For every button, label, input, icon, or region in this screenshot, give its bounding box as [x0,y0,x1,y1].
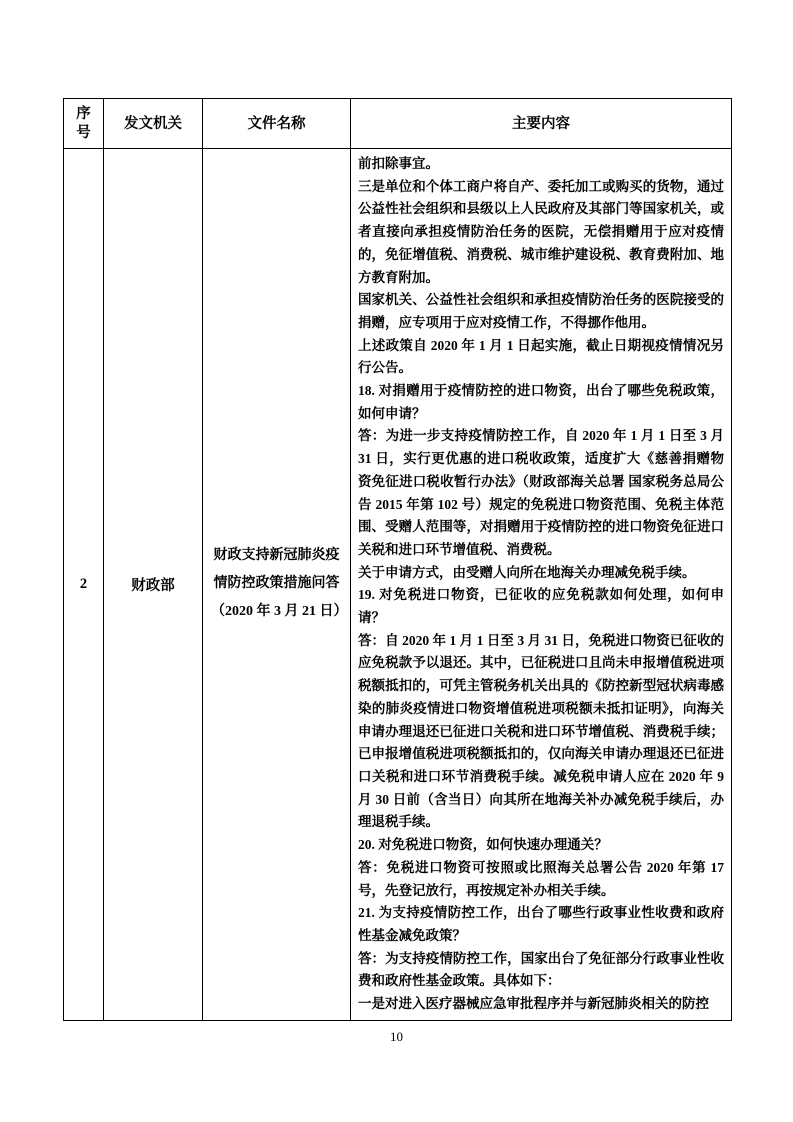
page-number: 10 [390,1029,403,1044]
cell-seq [64,149,104,1021]
content-paragraph: 18. 对捐赠用于疫情防控的进口物资，出台了哪些免税政策，如何申请？ [358,383,724,421]
content-paragraph: 答：为支持疫情防控工作，国家出台了免征部分行政事业性收费和政府性基金政策。具体如下： [358,950,724,989]
content-paragraph: 关于申请方式，由受赠人向所在地海关办理减免税手续。 [358,564,696,580]
content-paragraph: 前扣除事宜。 [358,156,439,171]
doc-date: （2020 年 3 月 21 日） [211,604,348,620]
content-paragraph: 三是单位和个体工商户将自产、委托加工或购买的货物，通过公益性社会组织和县级以上人民政府及其部门等国家机关，或者直接向承担疫情防治任务的医院，无偿捐赠用于应对疫情的，免征增值税、消费税、城市维护建设税、教育费附加、地方教育附加。 [358,178,724,285]
header-seq-label: 序号 [76,105,91,141]
content-paragraph: 答：免税进口物资可按照或比照海关总署公告 2020 年第 17 号，先登记放行，再按规定补办相关手续。 [358,859,724,898]
cell-main-content [351,149,732,1021]
content-paragraph: 国家机关、公益性社会组织和承担疫情防治任务的医院接受的捐赠，应专项用于应对疫情工作，不得挪作他用。 [358,292,724,330]
content-paragraph: 21. 为支持疫情防控工作，出台了哪些行政事业性收费和政府性基金减免政策？ [358,905,724,943]
content-paragraph: 答：自 2020 年 1 月 1 日至 3 月 31 日，免税进口物资已征收的应免税款予以退还。其中，已征税进口且尚未申报增值税进项税额抵扣的，可凭主管税务机关出具的《防控新型冠状病毒感染的肺炎疫情进口物资增值税进项税额未抵扣证明》，向海关申请办理退还已征进口关税和进口环节增值税、消费税手续；已申报增值税进项税额抵扣的，仅向海关申请办理退还已征进口关税和进口环节消费税手续。减免税申请人应在 2020 年 9 月 30 日前（含当日）向其所在地海关补办减免税手续后，办理退税手续。 [358,632,724,830]
table-row [64,149,732,1021]
header-main-content-label: 主要内容 [512,115,570,132]
header-main-content [351,99,732,149]
cell-doc-name [203,149,351,1021]
seq-number: 2 [79,575,88,592]
content-paragraph: 20. 对免税进口物资，如何快速办理通关？ [358,837,608,853]
doc-name: 财政支持新冠肺炎疫情防控政策措施问答 [213,548,340,592]
content-paragraph: 19. 对免税进口物资，已征收的应免税款如何处理，如何申请？ [358,587,724,626]
content-paragraph: 一是对进入医疗器械应急审批程序并与新冠肺炎相关的防控 [358,996,709,1012]
content-paragraph: 答：为进一步支持疫情防控工作，自 2020 年 1 月 1 日至 3 月 31 日，实行更优惠的进口税收政策，适度扩大《慈善捐赠物资免征进口税收暂行办法》（财政部海关总署 国家税务总局公告 2015 年第 102 号）规定的免税进口物资范围、免税主体范围、受赠人范围等，对捐赠用于疫情防控的进口物资免征进口关税和进口环节增值税、消费税。 [358,428,724,557]
policy-table [63,98,732,1021]
header-agency [104,99,203,149]
table-header-row [64,99,732,149]
agency-name: 财政部 [131,577,175,594]
header-agency-label: 发文机关 [124,115,182,132]
header-seq [64,99,104,149]
header-doc-name-label: 文件名称 [247,115,306,132]
header-doc-name [203,99,351,149]
content-paragraph: 上述政策自 2020 年 1 月 1 日起实施，截止日期视疫情情况另行公告。 [358,337,724,376]
cell-agency [104,149,203,1021]
